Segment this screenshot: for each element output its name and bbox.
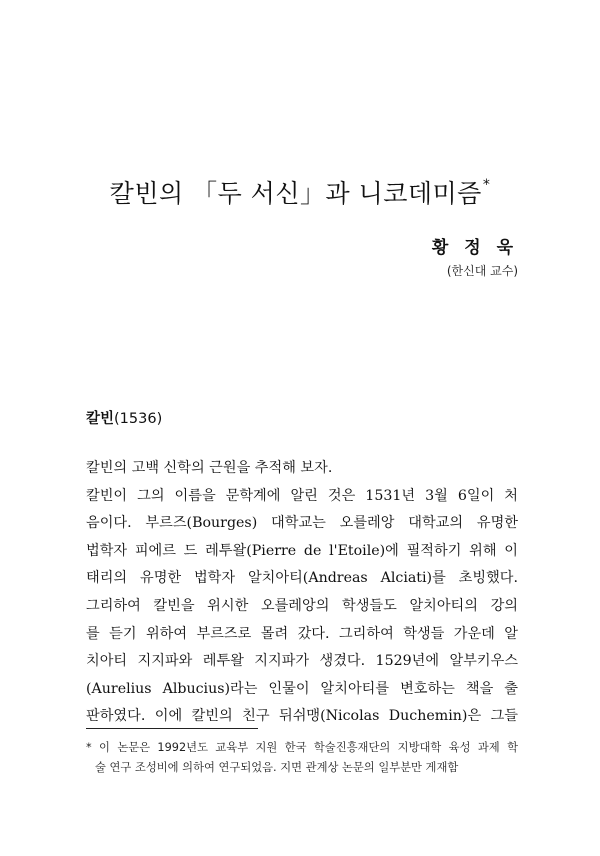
body-line: 치아티 지지파와 레투왈 지지파가 생겼다. 1529년에 알부키우스 xyxy=(86,653,518,670)
body-paragraphs xyxy=(86,455,518,731)
section-heading-name: 칼빈 xyxy=(86,411,115,427)
body-line: 칼빈이 그의 이름을 문학계에 알린 것은 1531년 3월 6일이 처 xyxy=(86,487,518,504)
author-affiliation: (한신대 교수) xyxy=(446,264,518,278)
body-line: 음이다. 부르즈(Bourges) 대학교는 오를레앙 대학교의 유명한 xyxy=(86,515,518,532)
title-footnote-mark: * xyxy=(482,176,491,193)
body-line: 그리하여 칼빈을 위시한 오를레앙의 학생들도 알치아티의 강의 xyxy=(86,597,518,614)
body-line: 칼빈의 고백 신학의 근원을 추적해 보자. xyxy=(86,460,333,476)
body-line: (Aurelius Albucius)라는 인물이 알치아티를 변호하는 책을 출 xyxy=(86,680,518,697)
section-heading-year: (1536) xyxy=(114,411,163,427)
footnote-mark: * xyxy=(86,741,92,754)
paper-title-text: 칼빈의 「두 서신」과 니코데미즘 xyxy=(109,179,482,208)
footnote-divider xyxy=(86,728,258,729)
body-line: 판하였다. 이에 칼빈의 친구 뒤쉬맹(Nicolas Duchemin)은 그들 xyxy=(86,708,518,725)
body-line: 를 듣기 위하여 부르즈로 몰려 갔다. 그리하여 학생들 가운데 알 xyxy=(86,625,518,642)
footnote-line: 술 연구 조성비에 의하여 연구되었음. 지면 관계상 논문의 일부분만 게재함 xyxy=(95,761,459,774)
section-heading xyxy=(86,407,162,428)
paper-title xyxy=(0,174,600,210)
footnote xyxy=(86,738,518,778)
footnote-text-1: 이 논문은 1992년도 교육부 지원 한국 학술진흥재단의 지방대학 육성 과제 학 xyxy=(99,741,518,754)
body-line: 법학자 피에르 드 레투왈(Pierre de l'Etoile)에 필적하기 위해 이 xyxy=(86,542,518,559)
footnote-line xyxy=(86,738,518,758)
author-name: 황 정 욱 xyxy=(431,238,518,258)
body-line: 태리의 유명한 법학자 알치아티(Andreas Alciati)를 초빙했다. xyxy=(86,570,518,587)
